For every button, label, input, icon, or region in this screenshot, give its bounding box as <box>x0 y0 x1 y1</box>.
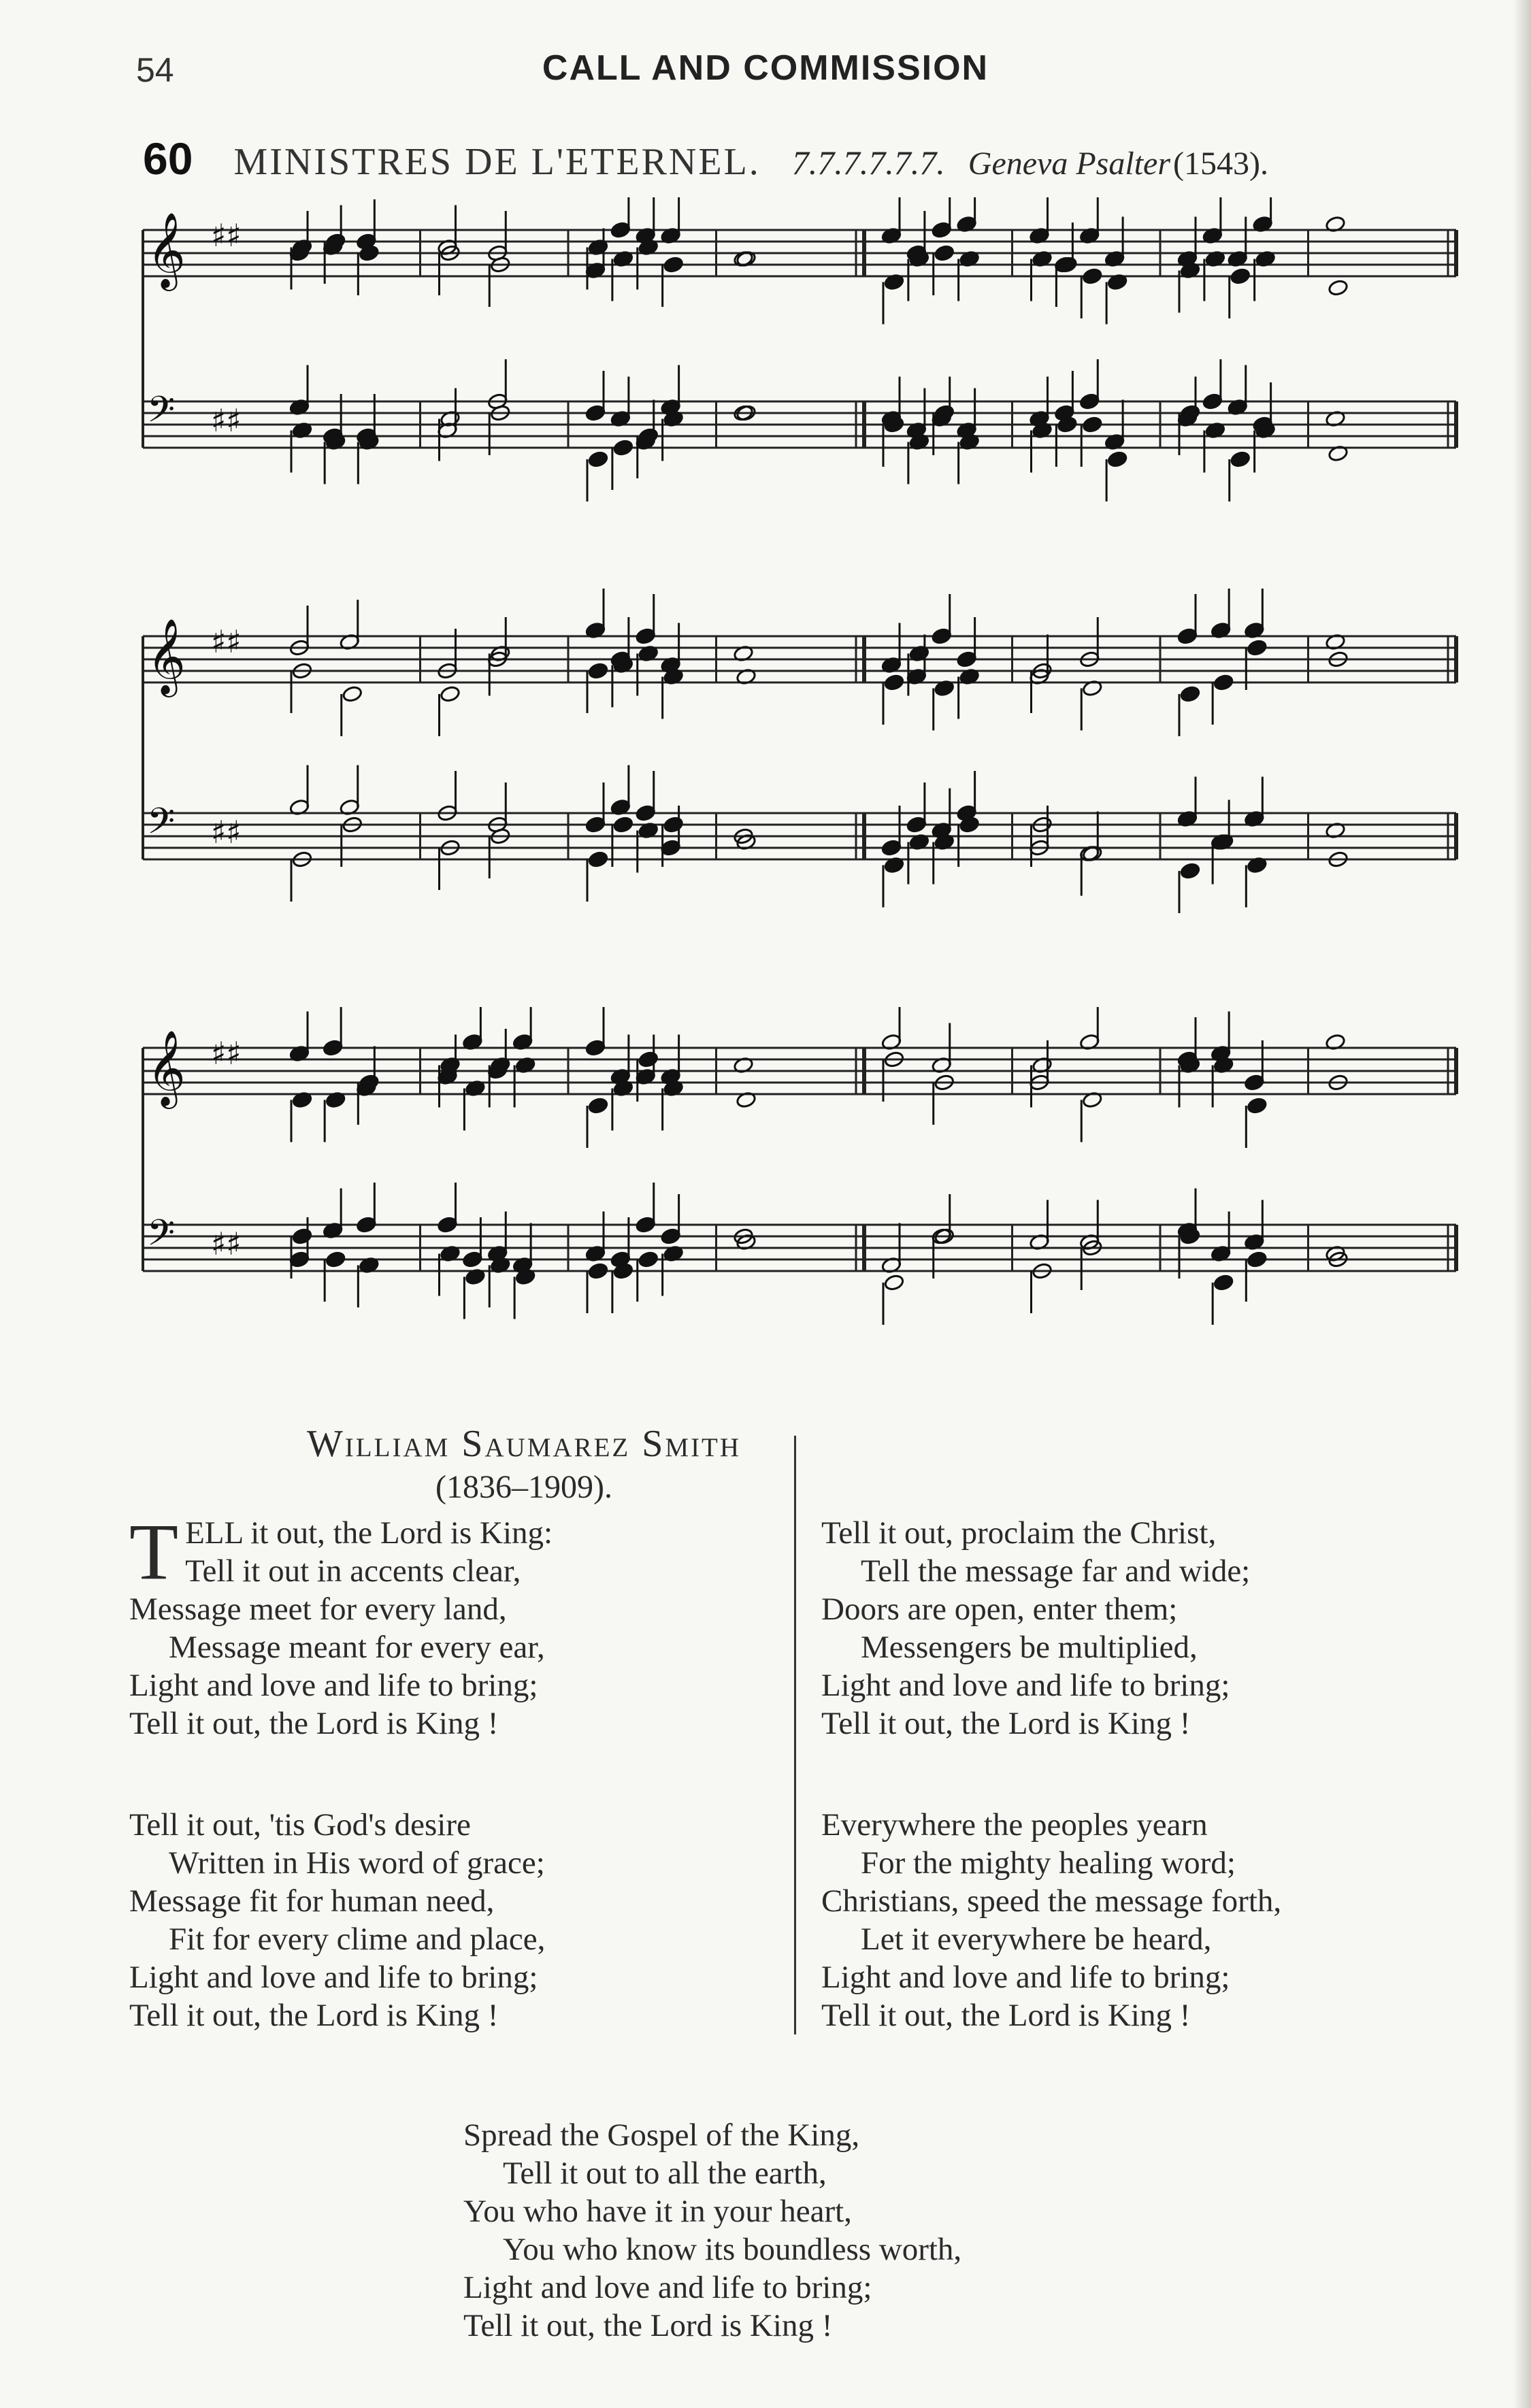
verse-line: Tell it out, the Lord is King ! <box>821 1706 1191 1741</box>
verse-2 <box>821 1514 1475 1743</box>
verse-line: Tell it out to all the earth, <box>503 2156 827 2191</box>
tune-name: MINISTRES DE L'ETERNEL. <box>233 141 761 183</box>
bass-clef-icon: 𝄢 <box>147 389 176 440</box>
page-number: 54 <box>136 51 174 89</box>
note-head <box>884 674 905 691</box>
verse-line: You who have it in your heart, <box>463 2194 852 2229</box>
note-head <box>292 1227 313 1245</box>
note-head <box>1082 267 1103 285</box>
note-head <box>638 1051 659 1068</box>
music-system-2-notation <box>136 589 1463 932</box>
note-head <box>613 816 634 834</box>
verse-line: You who know its boundless worth, <box>503 2232 962 2267</box>
page-title: CALL AND COMMISSION <box>542 48 989 88</box>
key-signature-icon: ♯♯ <box>211 402 242 439</box>
verse-5 <box>463 2116 1212 2345</box>
verse-line: Tell it out, the Lord is King ! <box>129 1998 499 2033</box>
verse-line: Tell it out, proclaim the Christ, <box>821 1515 1217 1551</box>
note-head <box>613 439 634 457</box>
note-head <box>1107 450 1128 468</box>
verse-line: Light and love and life to bring; <box>821 1960 1230 1995</box>
verse-line: Tell it out, 'tis God's desire <box>129 1807 471 1843</box>
note-head <box>934 244 955 262</box>
bass-clef-icon: 𝄢 <box>147 801 176 851</box>
verse-3 <box>129 1806 762 2034</box>
note-head <box>440 685 461 703</box>
note-head <box>1247 1097 1268 1115</box>
note-head <box>1213 674 1234 691</box>
treble-clef-icon: 𝄞 <box>147 618 186 694</box>
verse-line: Message meant for every ear, <box>169 1630 545 1665</box>
verse-line: Light and love and life to bring; <box>129 1668 538 1703</box>
author-name: William Saumarez Smith <box>306 1423 742 1465</box>
key-signature-icon: ♯♯ <box>211 1035 242 1072</box>
treble-clef-icon: 𝄞 <box>147 1029 186 1106</box>
verse-1 <box>129 1507 762 1743</box>
hymn-header <box>143 133 1477 194</box>
verse-line: Tell it out in accents clear, <box>185 1553 521 1589</box>
author-block <box>259 1422 789 1506</box>
drop-cap: T <box>129 1507 179 1596</box>
note-head <box>1230 267 1251 285</box>
note-head <box>663 256 684 274</box>
treble-clef-icon: 𝄞 <box>147 212 186 288</box>
note-head <box>663 816 684 834</box>
note-head <box>588 1262 609 1280</box>
key-signature-icon: ♯♯ <box>211 623 242 660</box>
music-system-3-notation <box>136 1007 1463 1330</box>
author-dates: (1836–1909). <box>435 1469 612 1505</box>
music-system-3 <box>136 1007 1463 1330</box>
hymn-meter: 7.7.7.7.7.7. <box>791 144 945 182</box>
verse-line: Everywhere the peoples yearn <box>821 1807 1208 1843</box>
note-head <box>1213 1274 1234 1291</box>
verse-line: Tell it out, the Lord is King ! <box>129 1706 499 1741</box>
hymn-number: 60 <box>143 133 193 184</box>
note-head <box>342 685 363 703</box>
key-signature-icon: ♯♯ <box>211 217 242 254</box>
verse-line: Messengers be multiplied, <box>861 1630 1198 1665</box>
verse-line: Tell the message far and wide; <box>861 1553 1251 1589</box>
note-head <box>1180 862 1201 880</box>
verse-line: Written in His word of grace; <box>169 1845 545 1881</box>
note-head <box>884 1274 905 1291</box>
column-divider <box>794 1436 796 2034</box>
verse-line: Message fit for human need, <box>129 1883 495 1919</box>
note-head <box>638 1251 659 1268</box>
running-head <box>0 42 1531 97</box>
key-signature-icon: ♯♯ <box>211 814 242 851</box>
note-head <box>588 450 609 468</box>
note-head <box>1180 685 1201 703</box>
music-system-2 <box>136 589 1463 932</box>
verse-line: Fit for every clime and place, <box>169 1922 546 1957</box>
bass-clef-icon: 𝄢 <box>147 1213 176 1263</box>
verse-4 <box>821 1806 1475 2034</box>
key-signature-icon: ♯♯ <box>211 1225 242 1262</box>
verse-line: Light and love and life to bring; <box>129 1960 538 1995</box>
verse-line: Spread the Gospel of the King, <box>463 2117 860 2153</box>
verse-line: Light and love and life to bring; <box>463 2270 872 2305</box>
note-head <box>1082 416 1103 433</box>
hymn-source-date: (1543). <box>1173 146 1268 182</box>
page-edge-shadow <box>1513 0 1531 2408</box>
note-head <box>1230 450 1251 468</box>
verse-line: Light and love and life to bring; <box>821 1668 1230 1703</box>
note-head <box>1328 279 1349 297</box>
note-head <box>588 662 609 680</box>
note-head <box>1247 1251 1268 1268</box>
music-system-1 <box>136 197 1463 510</box>
verse-line: Tell it out, the Lord is King ! <box>463 2308 833 2343</box>
verse-line: Message meet for every land, <box>129 1591 507 1627</box>
verse-line: For the mighty healing word; <box>861 1845 1236 1881</box>
note-head <box>588 851 609 868</box>
verse-line: Tell it out, the Lord is King ! <box>821 1998 1191 2033</box>
hymn-source: Geneva Psalter <box>968 146 1171 182</box>
verse-line: Doors are open, enter them; <box>821 1591 1178 1627</box>
verse-line: Christians, speed the message forth, <box>821 1883 1282 1919</box>
verse-line: ELL it out, the Lord is King: <box>185 1515 553 1551</box>
note-head <box>325 1251 346 1268</box>
note-head <box>588 1097 609 1115</box>
note-head <box>1247 639 1268 657</box>
music-system-1-notation <box>136 197 1463 510</box>
verse-line: Let it everywhere be heard, <box>861 1922 1212 1957</box>
